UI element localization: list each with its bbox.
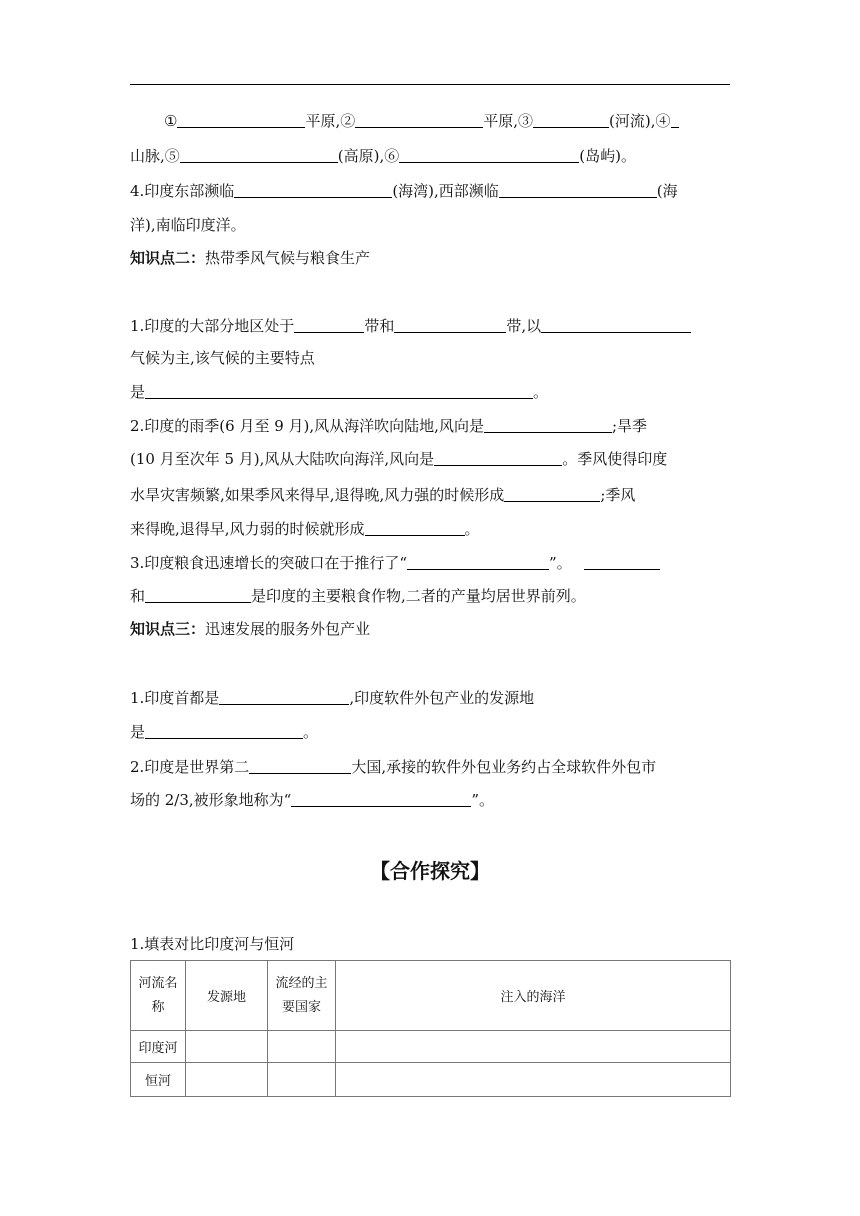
table-header-row bbox=[131, 961, 731, 1031]
blank[interactable] bbox=[399, 148, 579, 163]
knowledge-point-3 bbox=[130, 614, 730, 644]
header-cell bbox=[131, 961, 186, 1031]
text: ;旱季 bbox=[611, 417, 648, 435]
blank[interactable] bbox=[484, 418, 612, 433]
blank[interactable] bbox=[291, 792, 471, 807]
line-6: 气候为主,该气候的主要特点 bbox=[130, 349, 315, 367]
line-11 bbox=[130, 514, 730, 544]
kp-label: 知识点三： bbox=[130, 620, 206, 638]
text: ;季风 bbox=[600, 486, 636, 504]
text: (海湾),西部濒临 bbox=[392, 182, 499, 200]
text: 3.印度粮食迅速增长的突破口在于推行了“ bbox=[130, 554, 407, 572]
text: (10 月至次年 5 月),风从大陆吹向海洋,风向是 bbox=[130, 450, 435, 468]
table-cell: 印度河 bbox=[131, 1031, 186, 1063]
text: (岛屿)。 bbox=[579, 147, 636, 165]
table-cell[interactable] bbox=[336, 1063, 731, 1097]
blank[interactable] bbox=[145, 384, 533, 399]
text: 平原,② bbox=[305, 112, 356, 130]
kp-title: 热带季风气候与粮食生产 bbox=[205, 249, 371, 267]
blank[interactable] bbox=[499, 183, 657, 198]
line-4: 洋),南临印度洋。 bbox=[130, 216, 246, 234]
blank[interactable] bbox=[533, 113, 609, 128]
text: 2.印度是世界第二 bbox=[130, 758, 250, 776]
text: 和 bbox=[130, 587, 146, 605]
text: 。 bbox=[464, 520, 480, 538]
header-cell: 发源地 bbox=[186, 961, 268, 1031]
text: 大国,承接的软件外包业务约占全球软件外包市 bbox=[351, 758, 657, 776]
text: 是 bbox=[130, 383, 146, 401]
line-14 bbox=[130, 683, 730, 713]
text: 1.印度的大部分地区处于 bbox=[130, 317, 295, 335]
line-17 bbox=[130, 785, 730, 815]
blank[interactable] bbox=[180, 148, 338, 163]
header-text: 流经的主要国家 bbox=[275, 975, 328, 1015]
text: 。季风使得印度 bbox=[562, 450, 668, 468]
section-title: 【合作探究】 bbox=[370, 859, 490, 883]
text: 场的 2/3,被形象地称为“ bbox=[130, 791, 292, 809]
line-5 bbox=[130, 311, 730, 341]
text: 是印度的主要粮食作物,二者的产量均居世界前列。 bbox=[251, 587, 586, 605]
text: 2.印度的雨季(6 月至 9 月),风从海洋吹向陆地,风向是 bbox=[130, 417, 484, 435]
table-cell[interactable] bbox=[186, 1063, 268, 1097]
table-cell[interactable] bbox=[268, 1031, 336, 1063]
line-7 bbox=[130, 377, 730, 407]
blank[interactable] bbox=[584, 555, 660, 570]
text: ”。 bbox=[471, 791, 495, 809]
blank[interactable] bbox=[504, 487, 600, 502]
blank[interactable] bbox=[145, 588, 251, 603]
line-15 bbox=[130, 717, 730, 747]
header-cell bbox=[268, 961, 336, 1031]
line-3 bbox=[130, 176, 730, 206]
line-9 bbox=[130, 444, 730, 474]
blank[interactable] bbox=[355, 113, 483, 128]
kp-label: 知识点二： bbox=[130, 249, 206, 267]
text: 。 bbox=[533, 383, 549, 401]
blank[interactable] bbox=[365, 521, 465, 536]
blank[interactable] bbox=[234, 183, 392, 198]
table-cell: 恒河 bbox=[131, 1063, 186, 1097]
blank[interactable] bbox=[177, 113, 305, 128]
blank[interactable] bbox=[219, 690, 349, 705]
river-comparison-table bbox=[130, 960, 731, 1097]
text: 带,以 bbox=[506, 317, 542, 335]
blank[interactable] bbox=[394, 318, 506, 333]
table-cell[interactable] bbox=[186, 1031, 268, 1063]
line-13 bbox=[130, 581, 730, 611]
text: (海 bbox=[656, 182, 678, 200]
table-row bbox=[131, 1031, 731, 1063]
text: 是 bbox=[130, 723, 146, 741]
line-1 bbox=[164, 106, 764, 136]
knowledge-point-2 bbox=[130, 243, 730, 273]
blank[interactable] bbox=[434, 451, 562, 466]
blank[interactable] bbox=[145, 724, 303, 739]
text: 带和 bbox=[364, 317, 395, 335]
table-row bbox=[131, 1063, 731, 1097]
text: 来得晚,退得早,风力弱的时候就形成 bbox=[130, 520, 365, 538]
text: 平原,③ bbox=[483, 112, 534, 130]
line-16 bbox=[130, 752, 730, 782]
table-cell[interactable] bbox=[268, 1063, 336, 1097]
blank[interactable] bbox=[671, 113, 679, 128]
header-rule bbox=[130, 84, 730, 85]
text: 。 bbox=[303, 723, 319, 741]
blank[interactable] bbox=[249, 759, 351, 774]
blank[interactable] bbox=[407, 555, 549, 570]
header-text: 河流名称 bbox=[138, 975, 178, 1015]
table-cell[interactable] bbox=[336, 1031, 731, 1063]
text: 水旱灾害频繁,如果季风来得早,退得晚,风力强的时候形成 bbox=[130, 486, 505, 504]
line-8 bbox=[130, 411, 730, 441]
kp-title: 迅速发展的服务外包产业 bbox=[205, 620, 371, 638]
line-10 bbox=[130, 480, 730, 510]
text: ① bbox=[164, 112, 178, 130]
text: 1.印度首都是 bbox=[130, 689, 220, 707]
table-intro: 1.填表对比印度河与恒河 bbox=[130, 935, 295, 953]
text: ,印度软件外包产业的发源地 bbox=[349, 689, 535, 707]
text: 山脉,⑤ bbox=[130, 147, 180, 165]
blank[interactable] bbox=[541, 318, 691, 333]
blank[interactable] bbox=[294, 318, 364, 333]
line-2 bbox=[130, 141, 730, 171]
text: (河流),④ bbox=[609, 112, 671, 130]
text: ”。 bbox=[548, 554, 572, 572]
text: (高原),⑥ bbox=[337, 147, 400, 165]
text: 4.印度东部濒临 bbox=[130, 182, 235, 200]
header-cell: 注入的海洋 bbox=[336, 961, 731, 1031]
line-12 bbox=[130, 548, 730, 578]
